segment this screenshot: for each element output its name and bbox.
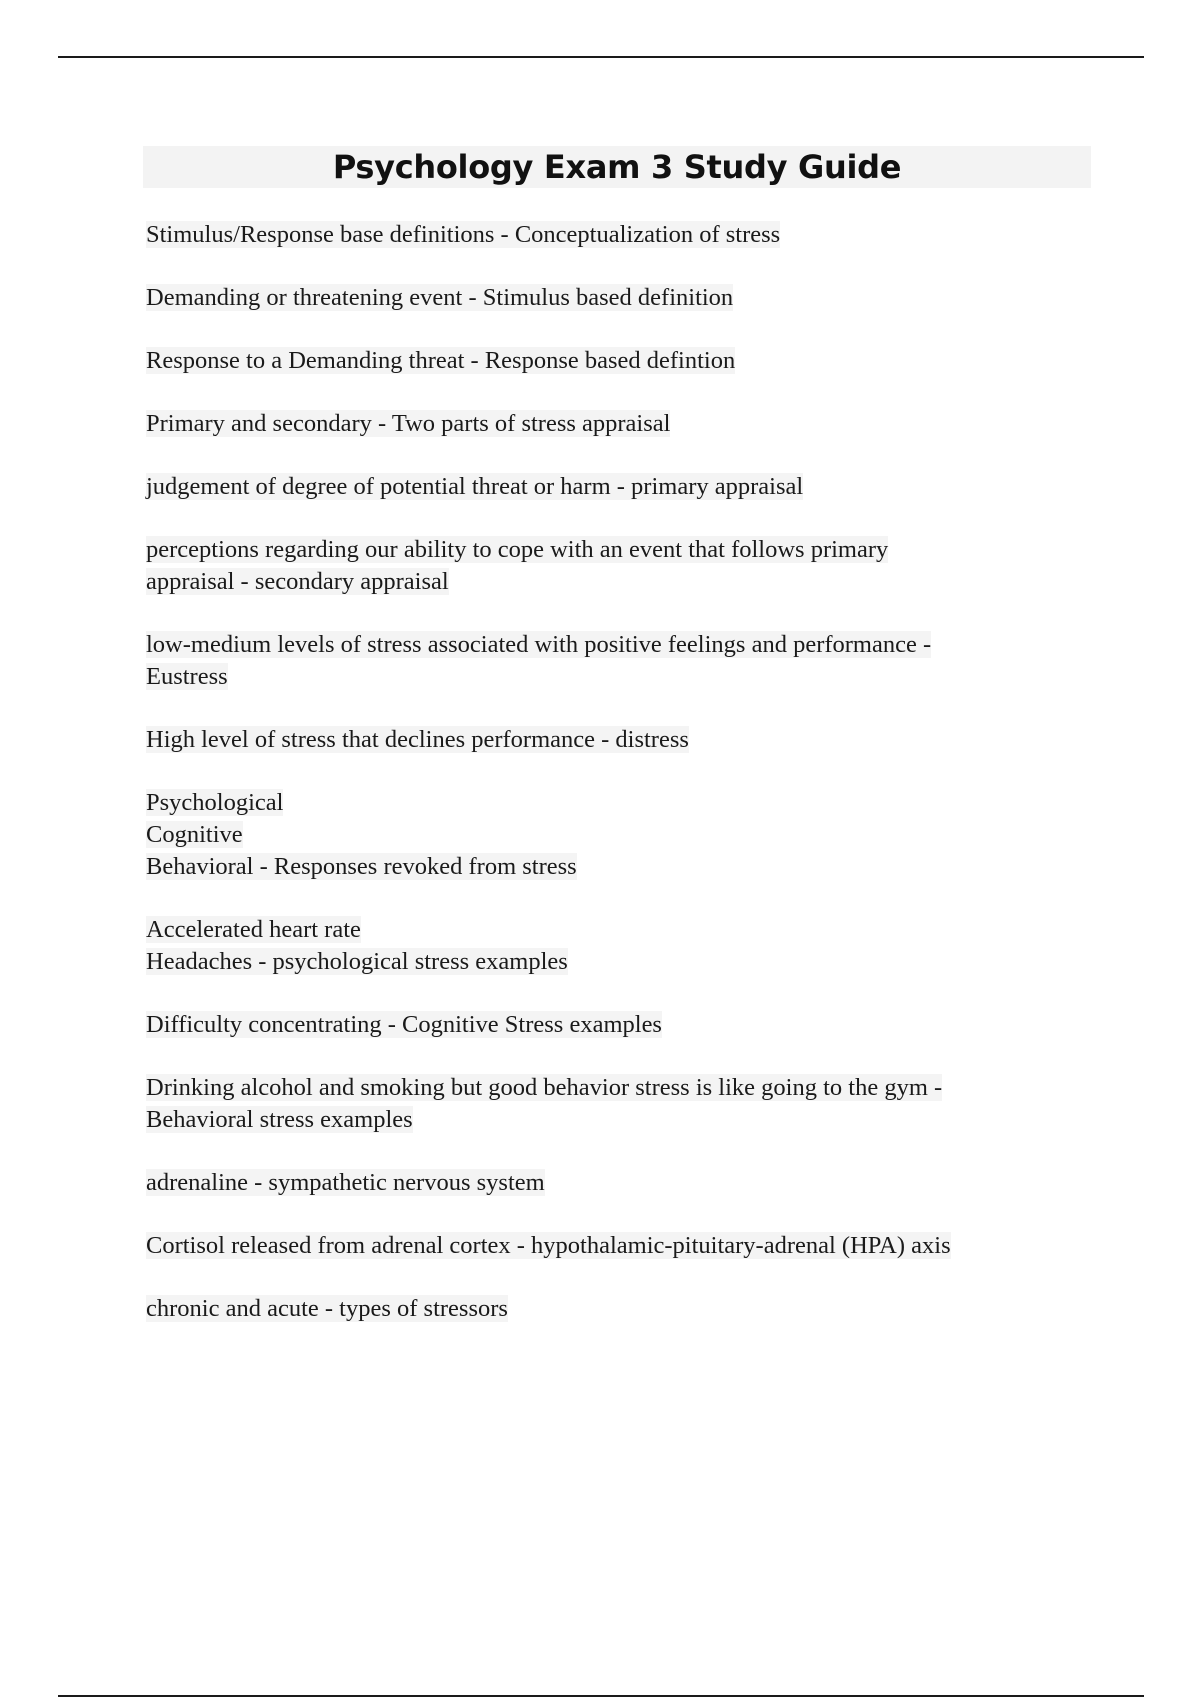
entry-line: Primary and secondary - Two parts of stress appraisal [146,410,671,437]
entry-6 [146,534,1096,598]
entry-line: perceptions regarding our ability to cope with an event that follows primary [146,536,889,563]
title-band [143,146,1091,188]
entry-line: Drinking alcohol and smoking but good behavior stress is like going to the gym - [146,1074,943,1101]
entry-7 [146,629,1096,693]
entry-1 [146,219,1096,251]
entry-14 [146,1230,1096,1262]
entry-9 [146,787,1096,883]
entry-line: Demanding or threatening event - Stimulus based definition [146,284,734,311]
entry-line: Difficulty concentrating - Cognitive Stress examples [146,1011,662,1038]
entry-line: Response to a Demanding threat - Response based defintion [146,347,736,374]
bottom-rule [58,1695,1144,1697]
top-rule [58,56,1144,58]
entry-12 [146,1072,1096,1136]
entry-line: Cognitive [146,821,243,848]
entry-line: Stimulus/Response base definitions - Conceptualization of stress [146,221,781,248]
entry-line: Accelerated heart rate [146,916,361,943]
entry-line: Psychological [146,789,284,816]
entry-8 [146,724,1096,756]
entry-5 [146,471,1096,503]
entry-line: adrenaline - sympathetic nervous system [146,1169,545,1196]
entry-3 [146,345,1096,377]
entry-line: Eustress [146,663,228,690]
entry-11 [146,1009,1096,1041]
entry-13 [146,1167,1096,1199]
entry-line: Behavioral - Responses revoked from stress [146,853,577,880]
entry-4 [146,408,1096,440]
entry-line: chronic and acute - types of stressors [146,1295,508,1322]
entry-line: Cortisol released from adrenal cortex - hypothalamic-pituitary-adrenal (HPA) axis [146,1232,951,1259]
entry-line: judgement of degree of potential threat or harm - primary appraisal [146,473,804,500]
entry-10 [146,914,1096,978]
entry-15 [146,1293,1096,1325]
entry-2 [146,282,1096,314]
entry-line: low-medium levels of stress associated with positive feelings and performance - [146,631,932,658]
study-guide-entries [146,219,1096,1356]
page-title: Psychology Exam 3 Study Guide [332,148,902,186]
entry-line: appraisal - secondary appraisal [146,568,449,595]
entry-line: Headaches - psychological stress examples [146,948,568,975]
entry-line: High level of stress that declines performance - distress [146,726,689,753]
entry-line: Behavioral stress examples [146,1106,413,1133]
